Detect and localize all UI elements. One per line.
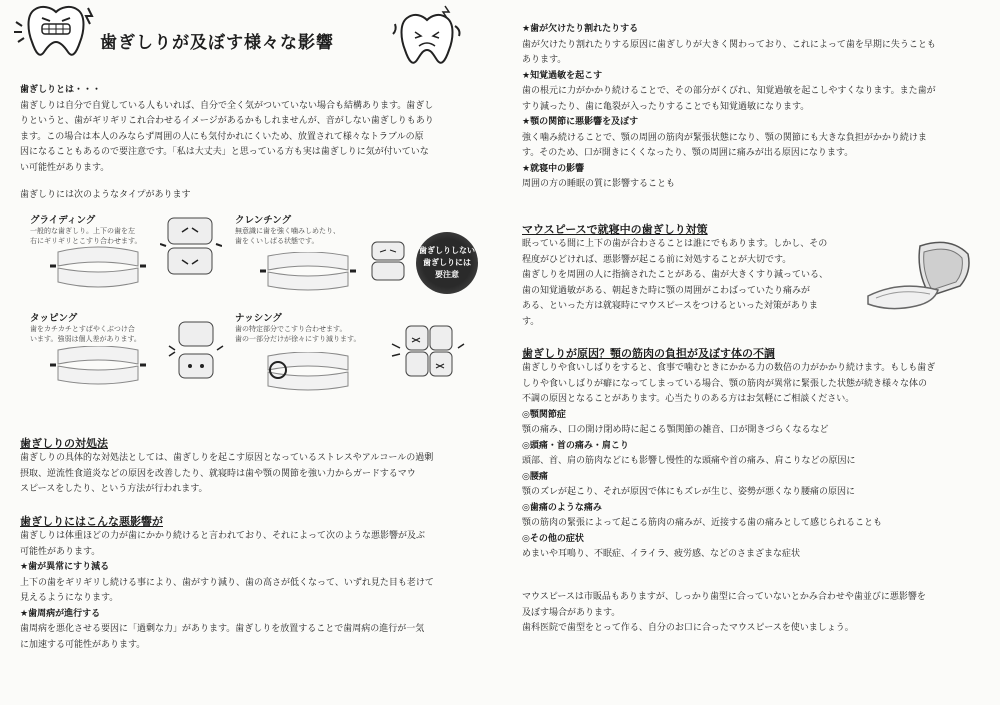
mouthpiece-line: ある、といった方は就寝時にマウスピースをつけるといった対策がありま — [522, 301, 818, 311]
effect-line: 歯の根元に力がかかり続けることで、その部分がくびれ、知覚過敏を起こしやすくなります。また歯が — [522, 86, 936, 96]
intro-line: ます。この場合は本人のみならず周囲の人にも気付かれにくいため、放置されて様々なトラブルの原 — [20, 131, 424, 142]
type-label: クレンチング — [235, 215, 292, 226]
warning-badge-text: 歯ぎしりしない 歯ぎしりには 要注意 — [419, 246, 475, 279]
effect-line: 強く噛み続けることで、顎の周囲の筋肉が緊張状態になり、顎の関節にも大きな負担がかかり続けま — [522, 132, 927, 143]
footer-line: 及ぼす場合があります。 — [522, 607, 621, 618]
clenching-teeth-icon — [368, 238, 408, 286]
teeth-row-icon — [258, 252, 358, 292]
jaw-item-title: ◎その他の症状 — [522, 533, 584, 544]
effect-line: 周囲の方の睡眠の質に影響することも — [522, 179, 676, 189]
angry-tooth-icon — [12, 2, 100, 62]
type-gnashing — [235, 310, 385, 344]
teeth-row-icon — [48, 346, 148, 386]
effect-title: ★歯周病が進行する — [20, 608, 101, 619]
remedy-line: 摂取、逆流性食道炎などの原因を改善したり、就寝時は歯や顎の関節を強い力からガードするマウ — [20, 468, 416, 479]
jaw-item-line: 頭部、首、肩の筋肉などにも影響し慢性的な頭痛や首の痛み、肩こりなどの原因に — [522, 456, 856, 466]
effect-line: 見えるようになります。 — [20, 593, 119, 603]
effects-heading: 歯ぎしりにはこんな悪影響が — [20, 515, 163, 528]
type-desc: 歯をカチカチとすばやくぶつけ合 — [30, 325, 135, 333]
jaw-item-line: 顎の痛み、口の開け閉め時に起こる顎関節の雑音、口が開きづらくなるなど — [522, 425, 829, 435]
jaw-line: 不調の原因となることがあります。心当たりのある方はお気軽にご相談ください。 — [522, 394, 855, 404]
jaw-item-line: 顎の筋肉の緊張によって起こる筋肉の痛みが、近接する歯の痛みとして感じられることも — [522, 518, 883, 528]
type-label: グライディング — [30, 215, 96, 226]
mouthpiece-case-icon — [860, 232, 975, 317]
effect-line: 上下の歯をギリギリし続ける事により、歯がすり減り、歯の高さが低くなって、いずれ見た目も老けて — [20, 577, 434, 588]
jaw-heading: 歯ぎしりが原因？顎の筋肉の負担が及ぼす体の不調 — [522, 347, 775, 360]
tapping-teeth-icon — [165, 318, 227, 384]
type-desc: 歯をくいしばる状態です。 — [235, 237, 319, 245]
jaw-item-title: ◎腰痛 — [522, 471, 548, 482]
worried-tooth-icon — [385, 4, 465, 74]
intro-line: 歯ぎしりは自分で自覚している人もいれば、自分で全く気がついていない場合も結構あります。歯ぎし — [20, 100, 434, 111]
mouthpiece-line: す。 — [522, 316, 540, 327]
jaw-item-line: めまいや耳鳴り、不眠症、イライラ、疲労感、などのさまざまな症状 — [522, 549, 801, 559]
intro-line: 因になることもあるので要注意です。「私は大丈夫」と思っている方も実は歯ぎしりに気が付いていな — [20, 147, 429, 157]
remedy-line: 歯ぎしりの具体的な対処法としては、歯ぎしりを起こす原因となっているストレスやアルコールの過剰 — [20, 453, 434, 463]
type-label: タッピング — [30, 313, 78, 324]
mouthpiece-heading: マウスピースで就寝中の歯ぎしり対策 — [522, 223, 708, 236]
type-desc: 歯の一部分だけが徐々にすり減ります。 — [235, 335, 361, 343]
effect-title: ★歯が異常にすり減る — [20, 562, 110, 572]
mouthpiece-line: 歯ぎしりを周囲の人に指摘されたことがある、歯が大きくすり減っている、 — [522, 270, 829, 280]
intro-line: い可能性があります。 — [20, 162, 110, 173]
jaw-item-title: ◎顎関節症 — [522, 409, 566, 420]
gnashing-teeth-icon — [388, 322, 476, 382]
jaw-item-title: ◎歯痛のような痛み — [522, 502, 602, 513]
type-desc: 一般的な歯ぎしり。上下の歯を左 — [30, 227, 135, 235]
effect-title: ★就寝中の影響 — [522, 163, 585, 174]
mouthpiece-line: 歯の知覚過敏がある、朝起きた時に顎の周囲がこわばっていたり痛みが — [522, 285, 811, 296]
page-title: 歯ぎしりが及ぼす様々な影響 — [100, 33, 334, 53]
warning-badge — [416, 232, 478, 294]
types-heading: 歯ぎしりには次のようなタイプがあります — [20, 190, 191, 200]
effects-line: 可能性があります。 — [20, 546, 101, 557]
type-label: ナッシング — [235, 313, 282, 324]
type-desc: います。強弱は個人差があります。 — [30, 335, 141, 343]
effect-line: すり減ったり、歯に亀裂が入ったりすることでも知覚過敏になります。 — [522, 101, 810, 112]
effects-line: 歯ぎしりは体重ほどの力が歯にかかり続けると言われており、それによって次のような悪影響が及ぶ — [20, 531, 426, 541]
type-desc: 右にギリギリとこすり合わせます。 — [30, 237, 142, 245]
effect-line: す。そのため、口が開きにくくなったり、顎の周囲に痛みが出る原因になります。 — [522, 148, 854, 158]
remedy-line: スピースをしたり、という方法が行われます。 — [20, 484, 208, 494]
effect-title: ★顎の関節に悪影響を及ぼす — [522, 117, 639, 127]
jaw-line: 歯ぎしりや食いしばりをすると、食事で噛むときにかかる力の数倍の力がかかり続けます。もしも歯ぎ — [522, 363, 936, 373]
remedy-heading: 歯ぎしりの対処法 — [20, 437, 108, 450]
effect-line: あります。 — [522, 55, 567, 65]
type-tapping — [30, 310, 170, 344]
teeth-row-icon — [258, 352, 358, 392]
intro-line: りというと、歯がギリギリこれ合わせるイメージがあるかもしれませんが、音がしない歯ぎしりもあり — [20, 116, 434, 126]
type-desc: 無意識に歯を強く噛みしめたり、 — [235, 227, 340, 235]
type-desc: 歯の特定部分でこすり合わせます。 — [235, 325, 347, 333]
intro-heading: 歯ぎしりとは・・・ — [20, 85, 102, 95]
effect-line: 歯周病を悪化させる要因に「過剰な力」があります。歯ぎしりを放置することで歯周病の進行が一気 — [20, 624, 425, 634]
grinding-teeth-icon — [160, 214, 222, 280]
effect-title: ★知覚過敏を起こす — [522, 70, 603, 81]
effect-line: に加速する可能性があります。 — [20, 639, 146, 650]
teeth-row-icon — [48, 246, 148, 288]
footer-line: マウスピースは市販品もありますが、しっかり歯型に合っていないとかみ合わせや歯並びに悪影響を — [522, 592, 926, 602]
mouthpiece-line: 程度がひどければ、悪影響が起こる前に対処することが大切です。 — [522, 254, 792, 265]
footer-line: 歯科医院で歯型をとって作る、自分のお口に合ったマウスピースを使いましょう。 — [522, 623, 854, 633]
mouthpiece-line: 眠っている間に上下の歯が合わさることは誰にでもあります。しかし、その — [522, 239, 828, 249]
type-clenching — [235, 212, 375, 246]
effect-title: ★歯が欠けたり割れたりする — [522, 24, 639, 34]
jaw-item-title: ◎頭痛・首の痛み・肩こり — [522, 440, 629, 451]
jaw-line: しりや食いしばりが癖になってしまっている場合、顎の筋肉が異常に緊張した状態が続き様々な体の — [522, 378, 928, 389]
jaw-item-line: 顎のズレが起こり、それが原因で体にもズレが生じ、姿勢が悪くなり腰痛の原因に — [522, 487, 856, 497]
effect-line: 歯が欠けたり割れたりする原因に歯ぎしりが大きく関わっており、これによって歯を早期に失うことも — [522, 39, 936, 50]
